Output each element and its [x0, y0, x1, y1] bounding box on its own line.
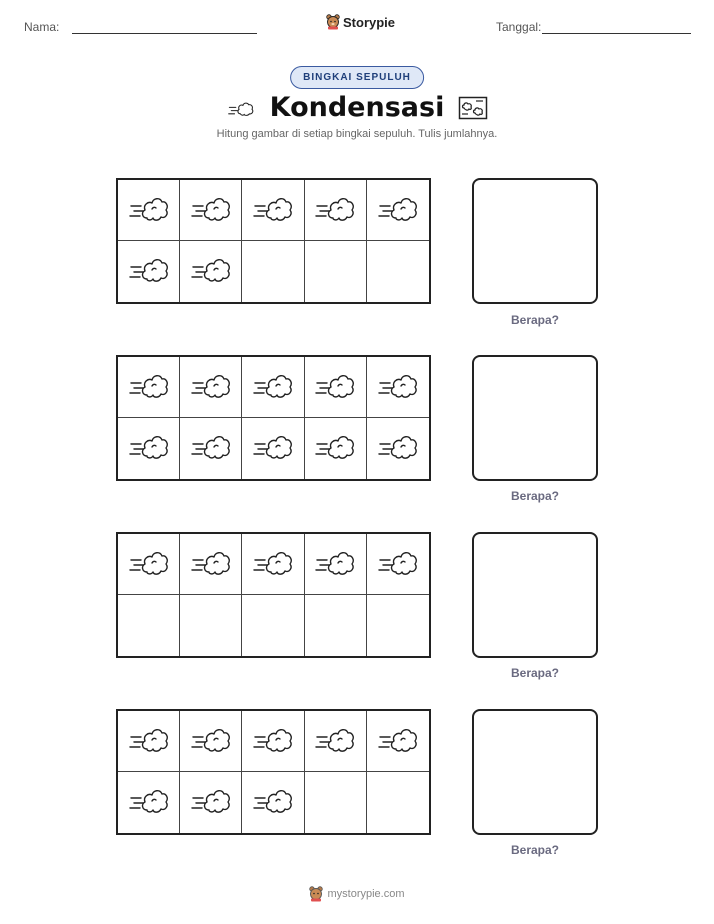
condensation-cloud-icon	[314, 722, 356, 761]
category-badge: BINGKAI SEPULUH	[290, 66, 424, 89]
ten-frame-cell	[242, 418, 304, 479]
ten-frame-cell	[367, 357, 429, 418]
condensation-cloud-icon	[314, 429, 356, 468]
ten-frame-cell	[118, 534, 180, 595]
title-row	[0, 92, 714, 123]
condensation-cloud-icon	[190, 783, 232, 822]
ten-frame-cell	[180, 772, 242, 833]
condensation-cloud-icon	[314, 545, 356, 584]
date-line[interactable]	[542, 33, 691, 34]
ten-frame-cell	[180, 241, 242, 302]
ten-frame-cell	[305, 772, 367, 833]
ten-frame	[116, 532, 431, 658]
page-title: Kondensasi	[269, 92, 445, 123]
ten-frame-cell	[118, 180, 180, 241]
ten-frame-cell	[180, 595, 242, 656]
footer-url: mystorypie.com	[327, 888, 405, 900]
condensation-cloud-icon	[190, 191, 232, 230]
ten-frame-cell	[180, 534, 242, 595]
logo-text: Storypie	[343, 14, 396, 30]
ten-frame-cell	[118, 241, 180, 302]
ten-frame	[116, 178, 431, 304]
condensation-cloud-icon	[128, 252, 170, 291]
ten-frame-cell	[305, 418, 367, 479]
condensation-cloud-icon	[252, 191, 294, 230]
ten-frame-cell	[180, 418, 242, 479]
ten-frame-cell	[242, 534, 304, 595]
condensation-cloud-icon	[190, 545, 232, 584]
condensation-cloud-icon	[128, 545, 170, 584]
ten-frame-cell	[242, 711, 304, 772]
date-label: Tanggal:	[496, 20, 542, 34]
condensation-cloud-icon	[128, 368, 170, 407]
condensation-cloud-icon	[128, 191, 170, 230]
condensation-cloud-icon	[128, 722, 170, 761]
ten-frame-cell	[118, 772, 180, 833]
answer-label: Berapa?	[510, 666, 560, 680]
answer-box[interactable]	[472, 178, 598, 304]
condensation-cloud-icon	[314, 368, 356, 407]
condensation-cloud-icon	[252, 429, 294, 468]
ten-frame-cell	[367, 180, 429, 241]
condensation-cloud-icon	[226, 97, 256, 119]
name-label: Nama:	[24, 20, 60, 34]
condensation-cloud-icon	[377, 191, 419, 230]
ten-frame-cell	[118, 357, 180, 418]
ten-frame-cell	[242, 241, 304, 302]
ten-frame-cell	[305, 180, 367, 241]
ten-frame-cell	[118, 418, 180, 479]
condensation-cloud-icon	[377, 545, 419, 584]
condensation-cloud-icon	[190, 252, 232, 291]
answer-label: Berapa?	[510, 489, 560, 503]
answer-box[interactable]	[472, 532, 598, 658]
ten-frame	[116, 709, 431, 835]
instructions: Hitung gambar di setiap bingkai sepuluh. Tulis jumlahnya.	[216, 128, 498, 140]
answer-box[interactable]	[472, 709, 598, 835]
ten-frame-cell	[118, 595, 180, 656]
footer	[0, 886, 714, 902]
ten-frame-cell	[367, 418, 429, 479]
ten-frame-cell	[367, 772, 429, 833]
answer-box[interactable]	[472, 355, 598, 481]
condensation-cloud-icon	[252, 368, 294, 407]
ten-frame-cell	[242, 180, 304, 241]
ten-frame-cell	[367, 711, 429, 772]
ten-frame-cell	[242, 772, 304, 833]
condensation-cloud-icon	[190, 368, 232, 407]
ten-frame-cell	[367, 534, 429, 595]
condensation-cloud-icon	[190, 429, 232, 468]
ten-frame-cell	[305, 357, 367, 418]
condensation-cloud-icon	[128, 783, 170, 822]
condensation-cloud-icon	[377, 368, 419, 407]
condensation-cloud-icon	[314, 191, 356, 230]
condensation-cloud-icon	[252, 545, 294, 584]
storypie-logo	[326, 14, 395, 30]
ten-frame-cell	[305, 241, 367, 302]
condensation-cloud-icon	[252, 722, 294, 761]
ten-frame-cell	[242, 595, 304, 656]
ten-frame-cell	[305, 595, 367, 656]
name-line[interactable]	[72, 33, 257, 34]
bear-logo-icon	[309, 886, 323, 902]
answer-label: Berapa?	[510, 313, 560, 327]
ten-frame	[116, 355, 431, 481]
ten-frame-cell	[367, 241, 429, 302]
bear-logo-icon	[326, 14, 340, 30]
ten-frame-cell	[180, 711, 242, 772]
ten-frame-cell	[367, 595, 429, 656]
condensation-cloud-icon	[190, 722, 232, 761]
condensation-cloud-icon	[252, 783, 294, 822]
ten-frame-cell	[305, 534, 367, 595]
ten-frame-cell	[180, 357, 242, 418]
ten-frame-cell	[180, 180, 242, 241]
ten-frame-cell	[242, 357, 304, 418]
condensation-cloud-icon	[128, 429, 170, 468]
ten-frame-cell	[305, 711, 367, 772]
condensation-cloud-icon	[377, 722, 419, 761]
ten-frame-cell	[118, 711, 180, 772]
answer-label: Berapa?	[510, 843, 560, 857]
condensation-glass-icon	[458, 96, 488, 120]
condensation-cloud-icon	[377, 429, 419, 468]
